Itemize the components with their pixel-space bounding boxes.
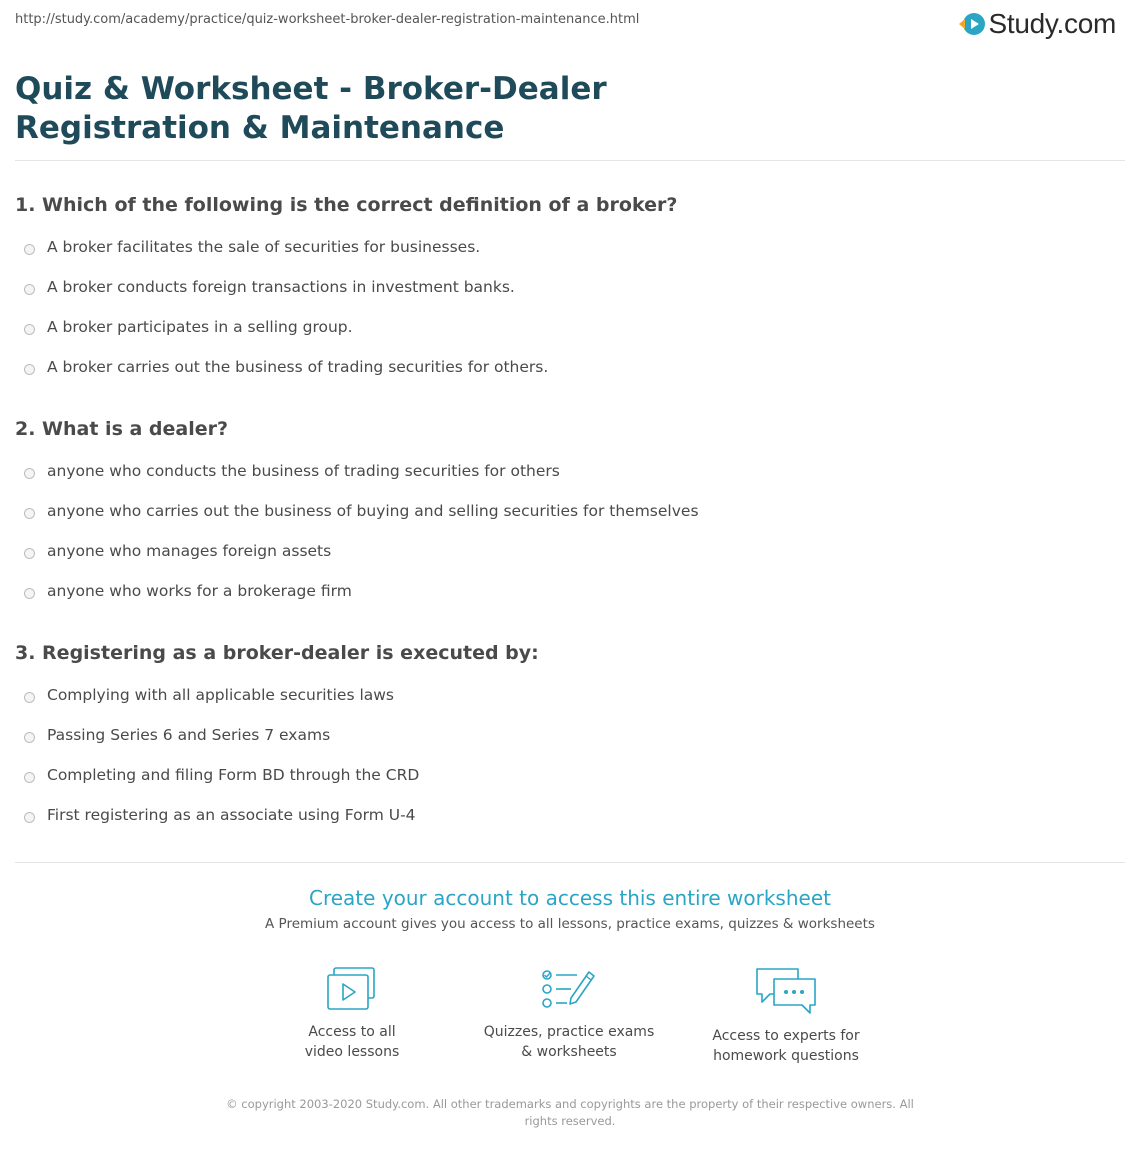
answer-text: anyone who works for a brokerage firm bbox=[47, 582, 352, 600]
answer-option[interactable] bbox=[24, 766, 419, 806]
answer-list-1 bbox=[24, 238, 548, 398]
play-circle-icon bbox=[963, 13, 985, 35]
radio-button[interactable] bbox=[24, 772, 35, 783]
answer-text: Passing Series 6 and Series 7 exams bbox=[47, 726, 331, 744]
question-1: 1. Which of the following is the correct definition of a broker? bbox=[15, 194, 678, 216]
answer-option[interactable] bbox=[24, 582, 699, 622]
answer-option[interactable] bbox=[24, 462, 699, 502]
answer-list-3 bbox=[24, 686, 419, 846]
feature-video-lessons bbox=[252, 966, 452, 1062]
answer-text: Completing and filing Form BD through the CRD bbox=[47, 766, 420, 784]
chat-bubbles-icon bbox=[754, 966, 818, 1016]
radio-button[interactable] bbox=[24, 588, 35, 599]
answer-text: anyone who conducts the business of trading securities for others bbox=[47, 462, 560, 480]
title-divider bbox=[15, 160, 1125, 161]
radio-button[interactable] bbox=[24, 508, 35, 519]
answer-option[interactable] bbox=[24, 318, 548, 358]
feature-label: Quizzes, practice exams & worksheets bbox=[483, 1024, 655, 1060]
radio-button[interactable] bbox=[24, 364, 35, 375]
radio-button[interactable] bbox=[24, 548, 35, 559]
answer-option[interactable] bbox=[24, 502, 699, 542]
page-url: http://study.com/academy/practice/quiz-worksheet-broker-dealer-registration-maintenance.html bbox=[15, 12, 640, 27]
answer-option[interactable] bbox=[24, 726, 419, 766]
answer-text: A broker participates in a selling group. bbox=[47, 318, 353, 336]
answer-text: A broker facilitates the sale of securities for businesses. bbox=[47, 238, 481, 256]
video-lessons-icon bbox=[326, 966, 378, 1012]
feature-experts bbox=[686, 966, 886, 1066]
answer-list-2 bbox=[24, 462, 699, 622]
answer-text: First registering as an associate using Form U-4 bbox=[47, 806, 416, 824]
quiz-checklist-icon bbox=[541, 966, 597, 1012]
answer-text: anyone who carries out the business of buying and selling securities for themselves bbox=[47, 502, 699, 520]
answer-text: anyone who manages foreign assets bbox=[47, 542, 332, 560]
answer-text: A broker conducts foreign transactions in investment banks. bbox=[47, 278, 515, 296]
feature-label: Access to all video lessons bbox=[304, 1024, 400, 1060]
feature-quizzes bbox=[469, 966, 669, 1062]
page-title: Quiz & Worksheet - Broker-Dealer Registration & Maintenance bbox=[15, 71, 607, 146]
radio-button[interactable] bbox=[24, 468, 35, 479]
copyright-notice: © copyright 2003-2020 Study.com. All other trademarks and copyrights are the property of their respective owners. All rights reserved. bbox=[226, 1097, 914, 1128]
radio-button[interactable] bbox=[24, 812, 35, 823]
question-3: 3. Registering as a broker-dealer is executed by: bbox=[15, 642, 539, 664]
radio-button[interactable] bbox=[24, 324, 35, 335]
radio-button[interactable] bbox=[24, 732, 35, 743]
answer-option[interactable] bbox=[24, 238, 548, 278]
logo-text: Study.com bbox=[988, 8, 1116, 39]
radio-button[interactable] bbox=[24, 692, 35, 703]
study-logo[interactable] bbox=[963, 8, 1117, 40]
radio-button[interactable] bbox=[24, 244, 35, 255]
answer-option[interactable] bbox=[24, 542, 699, 582]
create-account-link[interactable]: Create your account to access this entire worksheet bbox=[309, 886, 831, 910]
answer-option[interactable] bbox=[24, 358, 548, 398]
cta-divider bbox=[15, 862, 1125, 863]
answer-option[interactable] bbox=[24, 806, 419, 846]
answer-option[interactable] bbox=[24, 278, 548, 318]
question-2: 2. What is a dealer? bbox=[15, 418, 229, 440]
radio-button[interactable] bbox=[24, 284, 35, 295]
answer-text: Complying with all applicable securities laws bbox=[47, 686, 395, 704]
feature-label: Access to experts for homework questions bbox=[712, 1028, 860, 1064]
answer-option[interactable] bbox=[24, 686, 419, 726]
premium-description: A Premium account gives you access to all lessons, practice exams, quizzes & worksheets bbox=[265, 916, 875, 932]
answer-text: A broker carries out the business of trading securities for others. bbox=[47, 358, 549, 376]
